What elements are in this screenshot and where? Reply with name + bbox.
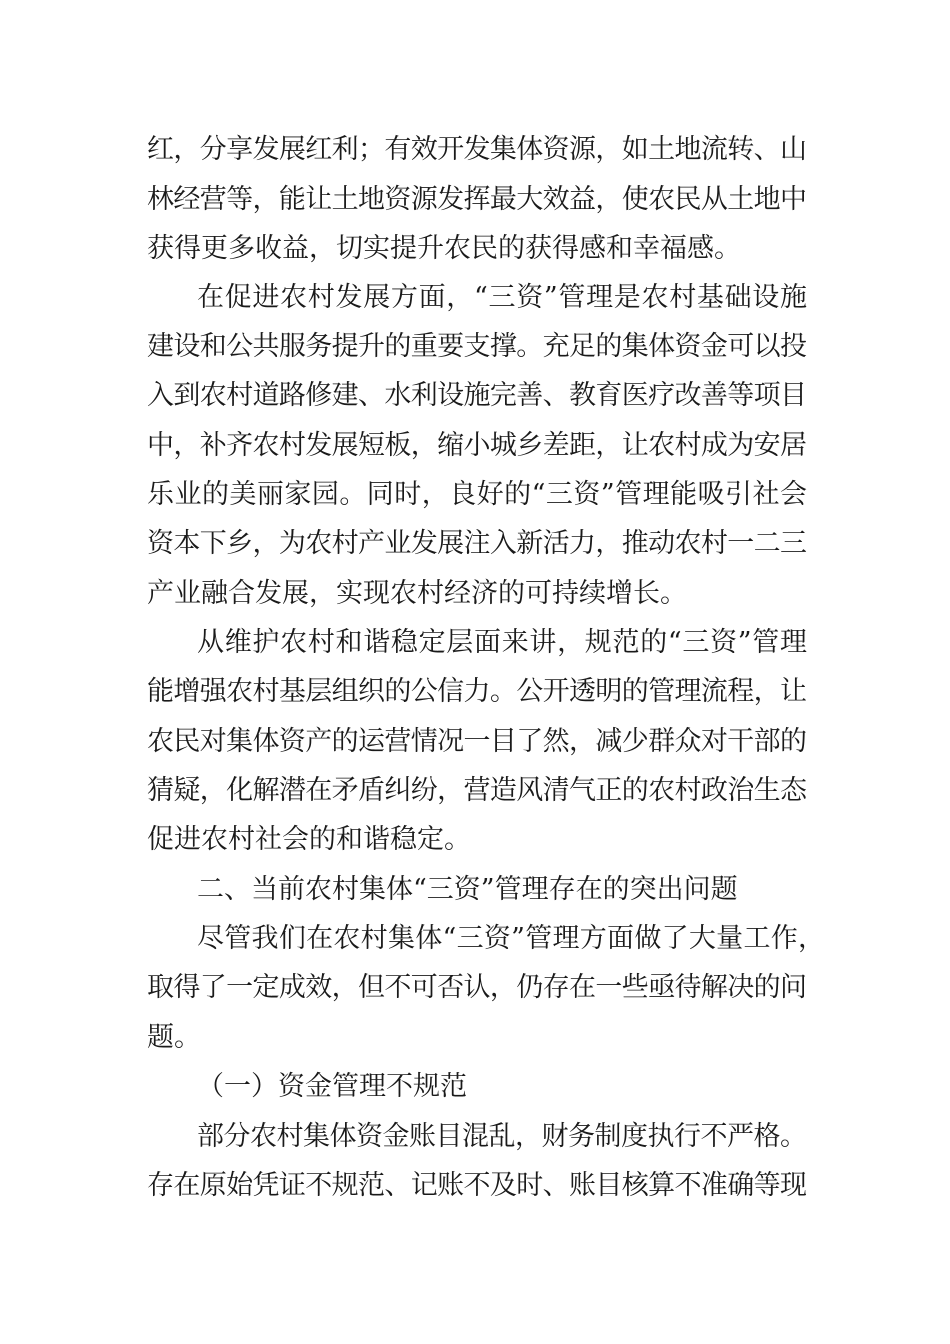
text-line-1: 红，分享发展红利；有效开发集体资源，如土地流转、山 xyxy=(147,134,807,165)
text-line-19: 题。 xyxy=(147,1022,201,1053)
text-line-13: 农民对集体资产的运营情况一目了然，减少群众对干部的 xyxy=(147,726,807,757)
text-line-14: 猜疑，化解潜在矛盾纠纷，营造风清气正的农村政治生态 xyxy=(147,775,807,806)
text-line-10: 产业融合发展，实现农村经济的可持续增长。 xyxy=(147,578,687,609)
text-line-8: 乐业的美丽家园。同时，良好的“三资”管理能吸引社会 xyxy=(147,479,808,510)
text-line-6: 入到农村道路修建、水利设施完善、教育医疗改善等项目 xyxy=(147,380,807,411)
text-line-11: 从维护农村和谐稳定层面来讲，规范的“三资”管理 xyxy=(197,627,808,658)
text-line-15: 促进农村社会的和谐稳定。 xyxy=(147,824,471,855)
text-line-22: 存在原始凭证不规范、记账不及时、账目核算不准确等现 xyxy=(147,1170,807,1201)
text-line-12: 能增强农村基层组织的公信力。公开透明的管理流程，让 xyxy=(147,676,807,707)
text-line-5: 建设和公共服务提升的重要支撑。充足的集体资金可以投 xyxy=(147,331,807,362)
subsection-heading: （一）资金管理不规范 xyxy=(197,1071,467,1102)
section-heading: 二、当前农村集体“三资”管理存在的突出问题 xyxy=(197,874,738,905)
text-line-3: 获得更多收益，切实提升农民的获得感和幸福感。 xyxy=(147,233,741,264)
text-line-21: 部分农村集体资金账目混乱，财务制度执行不严格。 xyxy=(197,1121,807,1152)
text-line-4: 在促进农村发展方面，“三资”管理是农村基础设施 xyxy=(197,282,808,313)
text-line-9: 资本下乡，为农村产业发展注入新活力，推动农村一二三 xyxy=(147,528,807,559)
text-line-7: 中，补齐农村发展短板，缩小城乡差距，让农村成为安居 xyxy=(147,430,807,461)
text-line-18: 取得了一定成效，但不可否认，仍存在一些亟待解决的问 xyxy=(147,972,807,1003)
text-line-2: 林经营等，能让土地资源发挥最大效益，使农民从土地中 xyxy=(147,184,807,215)
text-line-17: 尽管我们在农村集体“三资”管理方面做了大量工作， xyxy=(197,923,826,954)
